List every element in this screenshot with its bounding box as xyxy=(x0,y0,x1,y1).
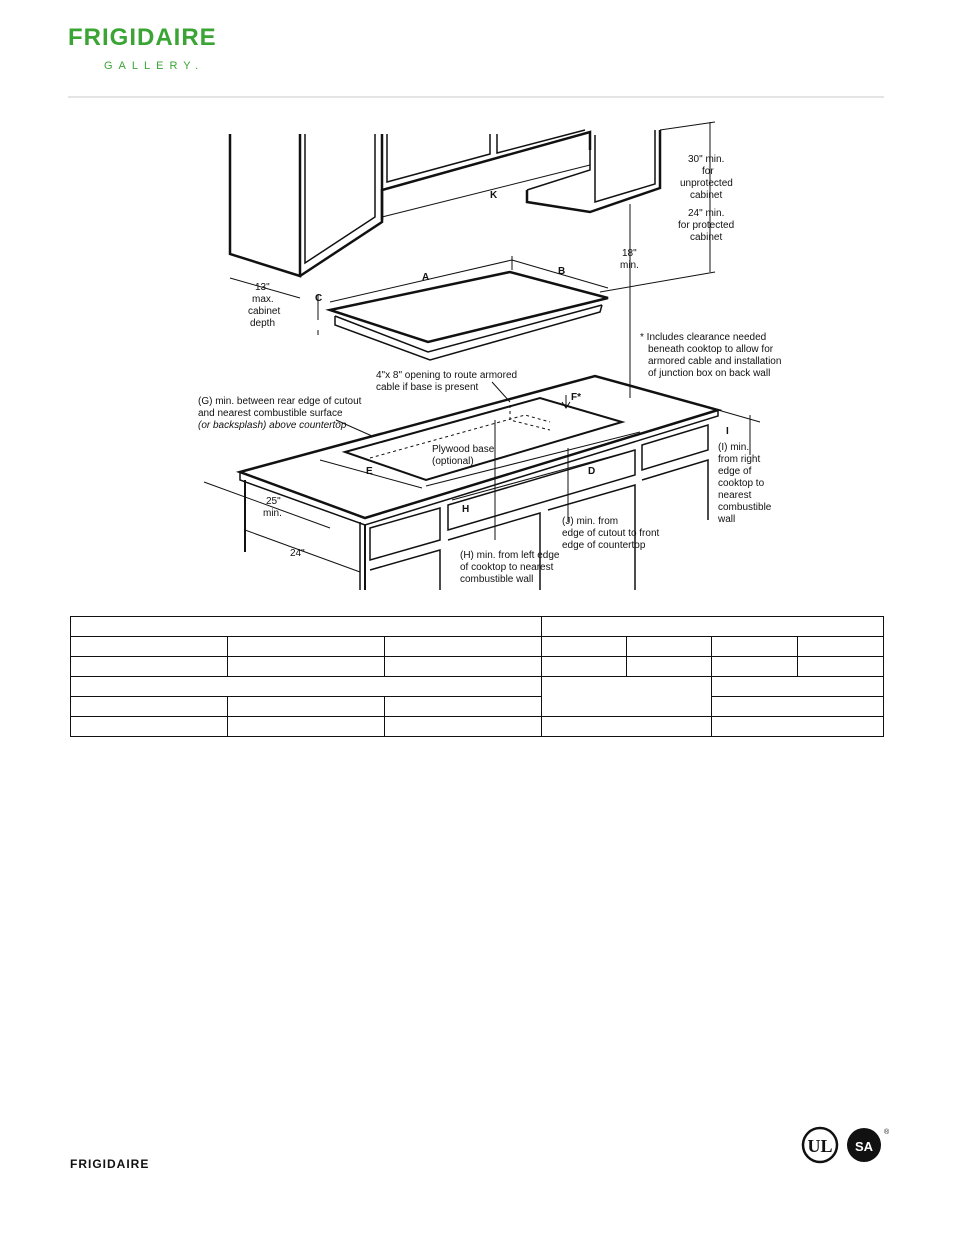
table-cell xyxy=(228,637,385,657)
label-cabinet: cabinet xyxy=(690,190,723,201)
h-line-1: (H) min. from left edge xyxy=(460,550,560,561)
dim-label-i: I xyxy=(726,426,729,437)
dim-label-f: F* xyxy=(571,392,581,403)
table-cell xyxy=(542,717,712,737)
note-line-3: armored cable and installation xyxy=(648,356,782,367)
label-18-min: min. xyxy=(620,260,639,271)
h-line-3: combustible wall xyxy=(460,574,534,585)
opening-line-1: 4"x 8" opening to route armored xyxy=(376,370,518,381)
table-cell xyxy=(542,657,627,677)
i-line-1: (I) min. xyxy=(718,442,750,453)
dim-label-e: E xyxy=(366,466,373,477)
table-cell xyxy=(71,657,228,677)
table-cell xyxy=(71,637,228,657)
g-line-3: (or backsplash) above countertop xyxy=(198,420,347,431)
table-row xyxy=(71,717,884,737)
table-cell xyxy=(228,697,385,717)
table-cell xyxy=(627,657,712,677)
label-18: 18" xyxy=(622,248,637,259)
dim-label-a: A xyxy=(422,272,430,283)
table-cell xyxy=(542,637,627,657)
table-row xyxy=(71,677,884,697)
table-cell xyxy=(712,697,884,717)
header-divider xyxy=(68,96,884,98)
label-24: 24" xyxy=(290,548,305,559)
table-cell xyxy=(798,637,884,657)
table-cell xyxy=(71,717,228,737)
brand-logo xyxy=(68,24,217,72)
label-for: for xyxy=(702,166,714,177)
svg-text:®: ® xyxy=(884,1129,890,1136)
label-depth: depth xyxy=(250,318,276,329)
footer-brand: FRIGIDAIRE xyxy=(70,1157,150,1171)
i-line-3: edge of xyxy=(718,466,752,477)
table-cell xyxy=(71,617,542,637)
table-cell xyxy=(712,717,884,737)
label-for-protected: for protected xyxy=(678,220,735,231)
label-30-min: 30" min. xyxy=(688,154,725,165)
note-line-2: beneath cooktop to allow for xyxy=(648,344,774,355)
table-cell xyxy=(228,657,385,677)
g-line-2: and nearest combustible surface xyxy=(198,408,343,419)
ul-icon xyxy=(803,1128,837,1162)
opening-line-2: cable if base is present xyxy=(376,382,479,393)
plywood-line-1: Plywood base xyxy=(432,444,495,455)
table-cell xyxy=(385,717,542,737)
table-row xyxy=(71,617,884,637)
label-24-min: 24" min. xyxy=(688,208,725,219)
j-line-3: edge of countertop xyxy=(562,540,646,551)
table-cell xyxy=(712,677,884,697)
dim-label-h: H xyxy=(462,504,470,515)
installation-diagram xyxy=(190,120,790,595)
label-13: 13" xyxy=(255,282,270,293)
i-line-6: combustible xyxy=(718,502,772,513)
h-line-2: of cooktop to nearest xyxy=(460,562,554,573)
table-row xyxy=(71,637,884,657)
dim-label-b: B xyxy=(558,266,566,277)
svg-text:SA: SA xyxy=(854,1139,874,1154)
label-unprotected: unprotected xyxy=(680,178,733,189)
table-cell xyxy=(627,637,712,657)
table-cell xyxy=(712,637,798,657)
label-cabinet-3: cabinet xyxy=(248,306,281,317)
table-cell xyxy=(712,657,798,677)
i-line-2: from right xyxy=(718,454,761,465)
g-line-1: (G) min. between rear edge of cutout xyxy=(198,396,362,407)
table-cell xyxy=(385,637,542,657)
table-cell xyxy=(228,717,385,737)
j-line-2: edge of cutout to front xyxy=(562,528,660,539)
i-line-7: wall xyxy=(718,514,736,525)
dim-label-k: K xyxy=(490,190,498,201)
i-line-4: cooktop to xyxy=(718,478,765,489)
label-25-min: min. xyxy=(263,508,282,519)
label-25: 25" xyxy=(266,496,281,507)
svg-text:UL: UL xyxy=(807,1136,833,1156)
certification-marks xyxy=(800,1124,890,1166)
table-cell xyxy=(385,697,542,717)
i-line-5: nearest xyxy=(718,490,752,501)
label-cabinet-2: cabinet xyxy=(690,232,723,243)
table-row xyxy=(71,657,884,677)
brand-name: FRIGIDAIRE xyxy=(68,24,217,51)
table-cell xyxy=(71,697,228,717)
table-cell xyxy=(542,617,884,637)
csa-icon xyxy=(847,1128,890,1162)
table-cell xyxy=(542,677,712,717)
table-row xyxy=(71,697,884,717)
brand-subline: GALLERY. xyxy=(104,60,205,72)
plywood-line-2: (optional) xyxy=(432,456,474,467)
specifications-table xyxy=(70,616,884,737)
table-cell xyxy=(798,657,884,677)
note-line-1: * Includes clearance needed xyxy=(640,332,767,343)
note-line-4: of junction box on back wall xyxy=(648,368,771,379)
j-line-1: (J) min. from xyxy=(562,516,619,527)
table-cell xyxy=(385,657,542,677)
dim-label-d: D xyxy=(588,466,596,477)
table-cell xyxy=(71,677,542,697)
dim-label-c: C xyxy=(315,293,323,304)
label-max: max. xyxy=(252,294,274,305)
